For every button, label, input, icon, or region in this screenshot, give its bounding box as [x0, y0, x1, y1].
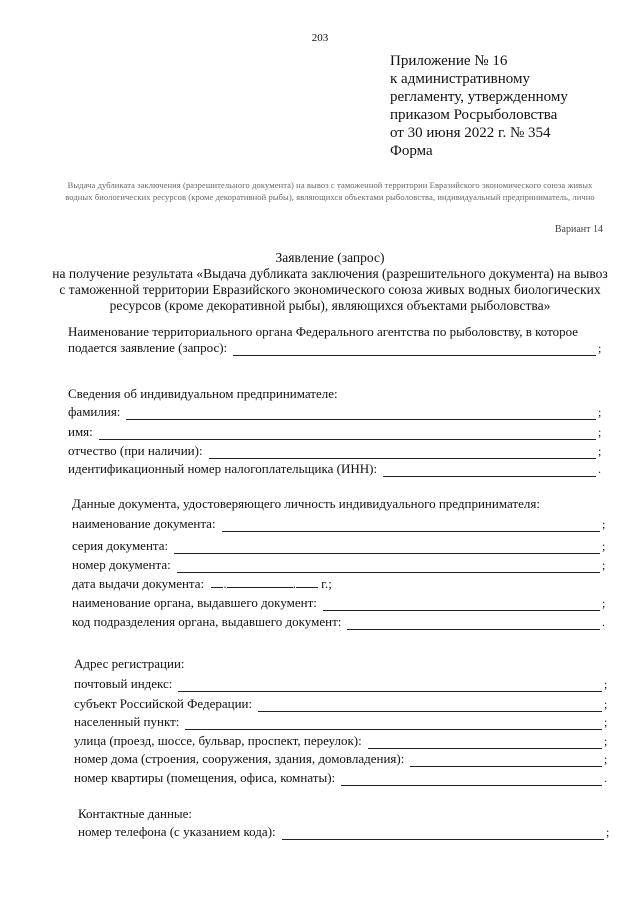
header-line: Форма [390, 143, 433, 159]
org-line1: Наименование территориального органа Федерального агентства по рыболовству, в которое [68, 324, 579, 339]
service-caption: Выдача дубликата заключения (разрешительного документа) на вывоз с таможенной территории Евразийского экономического союза живых водных биологических ресурсов (кроме декоративной рыбы), являющихся объектами рыболовства, индивидуальный предприниматель, лично [65, 180, 595, 202]
field-end: ; [602, 517, 606, 531]
apartment-field [74, 770, 612, 786]
house-input[interactable] [410, 754, 602, 767]
field-label: номер квартиры (помещения, офиса, комнаты): [74, 770, 336, 785]
title-heading: Заявление (запрос) [275, 250, 385, 265]
field-label: наименование органа, выдавшего документ: [72, 595, 317, 610]
field-end: ; [602, 539, 606, 553]
field-end: ; [598, 444, 602, 458]
header-line: к административному [390, 71, 530, 87]
org-input[interactable] [233, 343, 596, 356]
field-end: ; [598, 425, 602, 439]
field-label: фамилия: [68, 404, 121, 419]
address-heading: Адрес регистрации: [74, 656, 185, 671]
date-year-input[interactable] [296, 576, 318, 588]
field-label: почтовый индекс: [74, 676, 173, 691]
field-end: ; [604, 752, 608, 766]
field-end: ; [602, 558, 606, 572]
field-label: идентификационный номер налогоплательщика (ИНН): [68, 461, 378, 476]
appendix-header [390, 52, 630, 160]
postal-code-field [74, 676, 612, 692]
street-field [74, 733, 612, 749]
field-label: номер телефона (с указанием кода): [78, 824, 276, 839]
locality-field [74, 714, 612, 730]
date-month-input[interactable] [227, 576, 293, 588]
field-end: ; [602, 596, 606, 610]
form-title [50, 250, 610, 314]
identity-heading: Данные документа, удостоверяющего личность индивидуального предпринимателя: [72, 496, 540, 511]
field-label: субъект Российской Федерации: [74, 696, 253, 711]
apartment-input[interactable] [341, 773, 602, 786]
header-line: приказом Росрыболовства [390, 107, 558, 123]
phone-input[interactable] [282, 827, 604, 840]
field-label: наименование документа: [72, 516, 216, 531]
doc-name-field [72, 516, 610, 532]
field-label: номер документа: [72, 557, 171, 572]
field-label: номер дома (строения, сооружения, здания, домовладения): [74, 751, 405, 766]
variant-label: Вариант 14 [554, 224, 603, 235]
field-label: код подразделения органа, выдавшего документ: [72, 614, 342, 629]
issuer-field [72, 595, 610, 611]
phone-field [78, 824, 614, 840]
field-end: ; [606, 825, 610, 839]
page-number: 203 [311, 32, 329, 44]
house-field [74, 751, 612, 767]
division-code-field [72, 614, 610, 630]
region-field [74, 696, 612, 712]
field-end: . [604, 771, 607, 785]
doc-number-field [72, 557, 610, 573]
patronymic-input[interactable] [209, 446, 596, 459]
field-label: улица (проезд, шоссе, бульвар, проспект, переулок): [74, 733, 362, 748]
name-input[interactable] [99, 427, 596, 440]
field-label: отчество (при наличии): [68, 443, 203, 458]
header-line: Приложение № 16 [390, 53, 508, 69]
field-end: ; [604, 677, 608, 691]
field-end: . [598, 462, 601, 476]
issue-date-field: дата выдачи документа: . . г.; [72, 576, 332, 591]
field-end: ; [604, 734, 608, 748]
region-input[interactable] [258, 699, 602, 712]
division-code-input[interactable] [347, 617, 600, 630]
field-label: дата выдачи документа: [72, 576, 205, 591]
field-end: . [602, 615, 605, 629]
doc-number-input[interactable] [177, 560, 600, 573]
date-suffix: г.; [321, 576, 332, 591]
locality-input[interactable] [185, 717, 602, 730]
postal-code-input[interactable] [178, 679, 602, 692]
field-end: ; [604, 715, 608, 729]
inn-input[interactable] [383, 464, 596, 477]
field-label: имя: [68, 424, 93, 439]
field-end: ; [598, 341, 602, 355]
inn-field [68, 461, 606, 477]
doc-name-input[interactable] [222, 519, 600, 532]
street-input[interactable] [368, 736, 602, 749]
header-line: от 30 июня 2022 г. № 354 [390, 125, 551, 141]
field-label: подается заявление (запрос): [68, 340, 228, 355]
title-subject: на получение результата «Выдача дубликата заключения (разрешительного документа) на вывоз с таможенной территории Евразийского экономического союза живых водных биологических ресурсов (кроме декоративной рыбы), являющихся объектами рыболовства» [52, 266, 608, 313]
surname-input[interactable] [126, 407, 596, 420]
doc-series-input[interactable] [174, 541, 600, 554]
field-end: ; [604, 697, 608, 711]
date-day-input[interactable] [211, 576, 223, 588]
patronymic-field [68, 443, 606, 459]
doc-series-field [72, 538, 610, 554]
org-field [68, 340, 606, 356]
field-label: населенный пункт: [74, 714, 180, 729]
issuer-input[interactable] [323, 598, 600, 611]
header-line: регламенту, утвержденному [390, 89, 568, 105]
contacts-heading: Контактные данные: [78, 806, 193, 821]
field-label: серия документа: [72, 538, 169, 553]
field-end: ; [598, 405, 602, 419]
entrepreneur-heading: Сведения об индивидуальном предпринимателе: [68, 386, 338, 401]
name-field [68, 424, 606, 440]
surname-field [68, 404, 606, 420]
